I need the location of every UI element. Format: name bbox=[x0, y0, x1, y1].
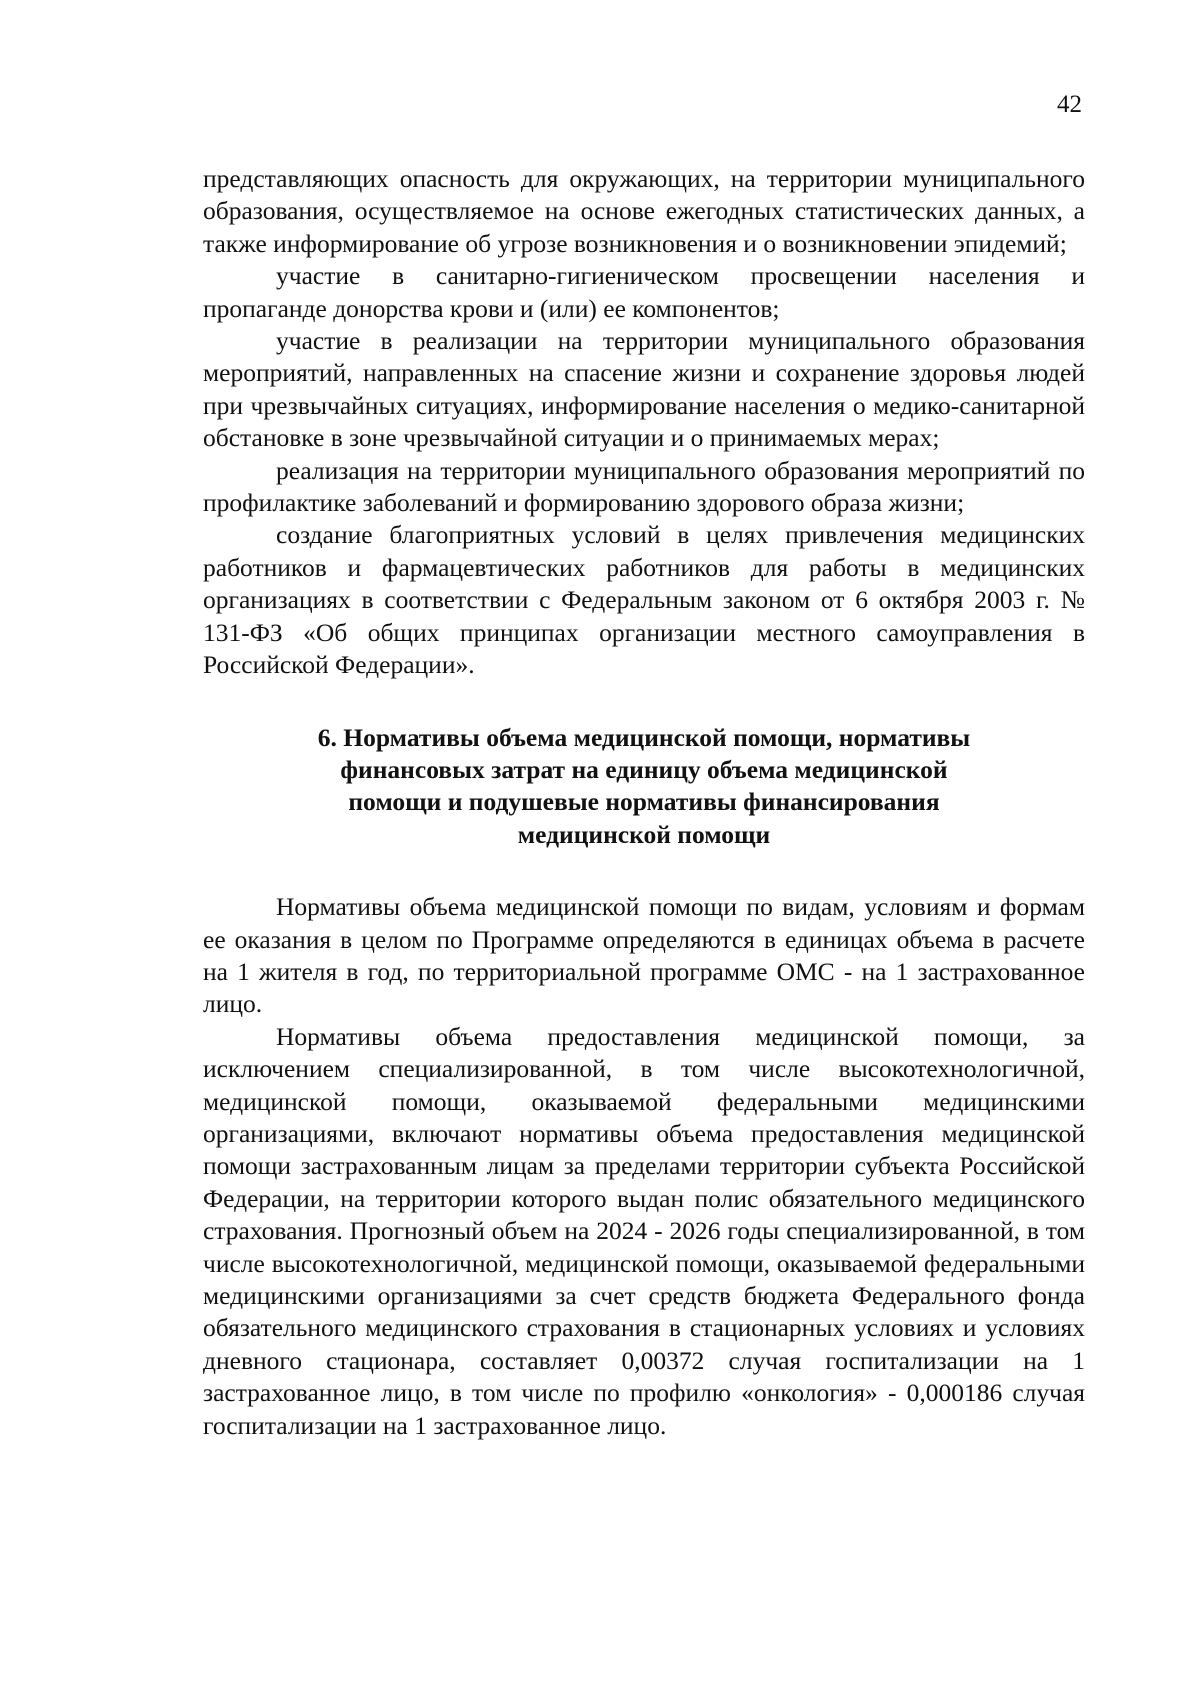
paragraph-volume-norms: Нормативы объема медицинской помощи по видам, условиям и формам ее оказания в целом по Программе определяются в единицах объема в расчете на 1 жителя в год, по территориальной программе ОМС - на 1 застрахованное лицо. bbox=[203, 892, 1085, 1019]
section-heading-line: медицинской помощи bbox=[517, 819, 771, 849]
section-heading bbox=[203, 722, 1085, 852]
paragraph-provision-norms: Нормативы объема предоставления медицинской помощи, за исключением специализированной, в том числе высокотехнологичной, медицинской помощи, оказываемой федеральными медицинскими организациями, включают нормативы объема предоставления медицинской помощи застрахованным лицам за пределами территории субъекта Российской Федерации, на территории которого выдан полис обязательного медицинского страхования. Прогнозный объем на 2024 - 2026 годы специализированной, в том числе высокотехнологичной, медицинской помощи, оказываемой федеральными медицинскими организациями за счет средств бюджета Федерального фонда обязательного медицинского страхования в стационарных условиях и условиях дневного стационара, составляет 0,00372 случая госпитализации на 1 застрахованное лицо, в том числе по профилю «онкология» - 0,000186 случая госпитализации на 1 застрахованное лицо. bbox=[203, 1021, 1085, 1440]
paragraph-epidemic-info: представляющих опасность для окружающих, на территории муниципального образования, осуществляемое на основе ежегодных статистических данных, а также информирование об угрозе возникновения и о возникновении эпидемий; bbox=[203, 164, 1085, 258]
section-heading-line: финансовых затрат на единицу объема медицинской bbox=[340, 754, 948, 784]
paragraph-sanitary-education: участие в санитарно-гигиеническом просвещении населения и пропаганде донорства крови и (или) ее компонентов; bbox=[203, 261, 1085, 323]
page-number: 42 bbox=[1057, 91, 1082, 118]
paragraph-emergency-measures: участие в реализации на территории муниципального образования мероприятий, направленных на спасение жизни и сохранение здоровья людей при чрезвычайных ситуациях, информирование населения о медико-санитарной обстановке в зоне чрезвычайной ситуации и о принимаемых мерах; bbox=[203, 326, 1085, 453]
paragraph-disease-prevention: реализация на территории муниципального образования мероприятий по профилактике заболеваний и формированию здорового образа жизни; bbox=[203, 455, 1085, 518]
section-heading-line: помощи и подушевые нормативы финансирования bbox=[348, 787, 940, 817]
paragraph-favorable-conditions: создание благоприятных условий в целях привлечения медицинских работников и фармацевтических работников для работы в медицинских организациях в соответствии с Федеральным законом от 6 октября 2003 г. № 131-ФЗ «Об общих принципах организации местного самоуправления в Российской Федерации». bbox=[203, 520, 1085, 680]
section-heading-line: 6. Нормативы объема медицинской помощи, нормативы bbox=[317, 722, 971, 752]
document-body bbox=[203, 163, 1085, 1442]
